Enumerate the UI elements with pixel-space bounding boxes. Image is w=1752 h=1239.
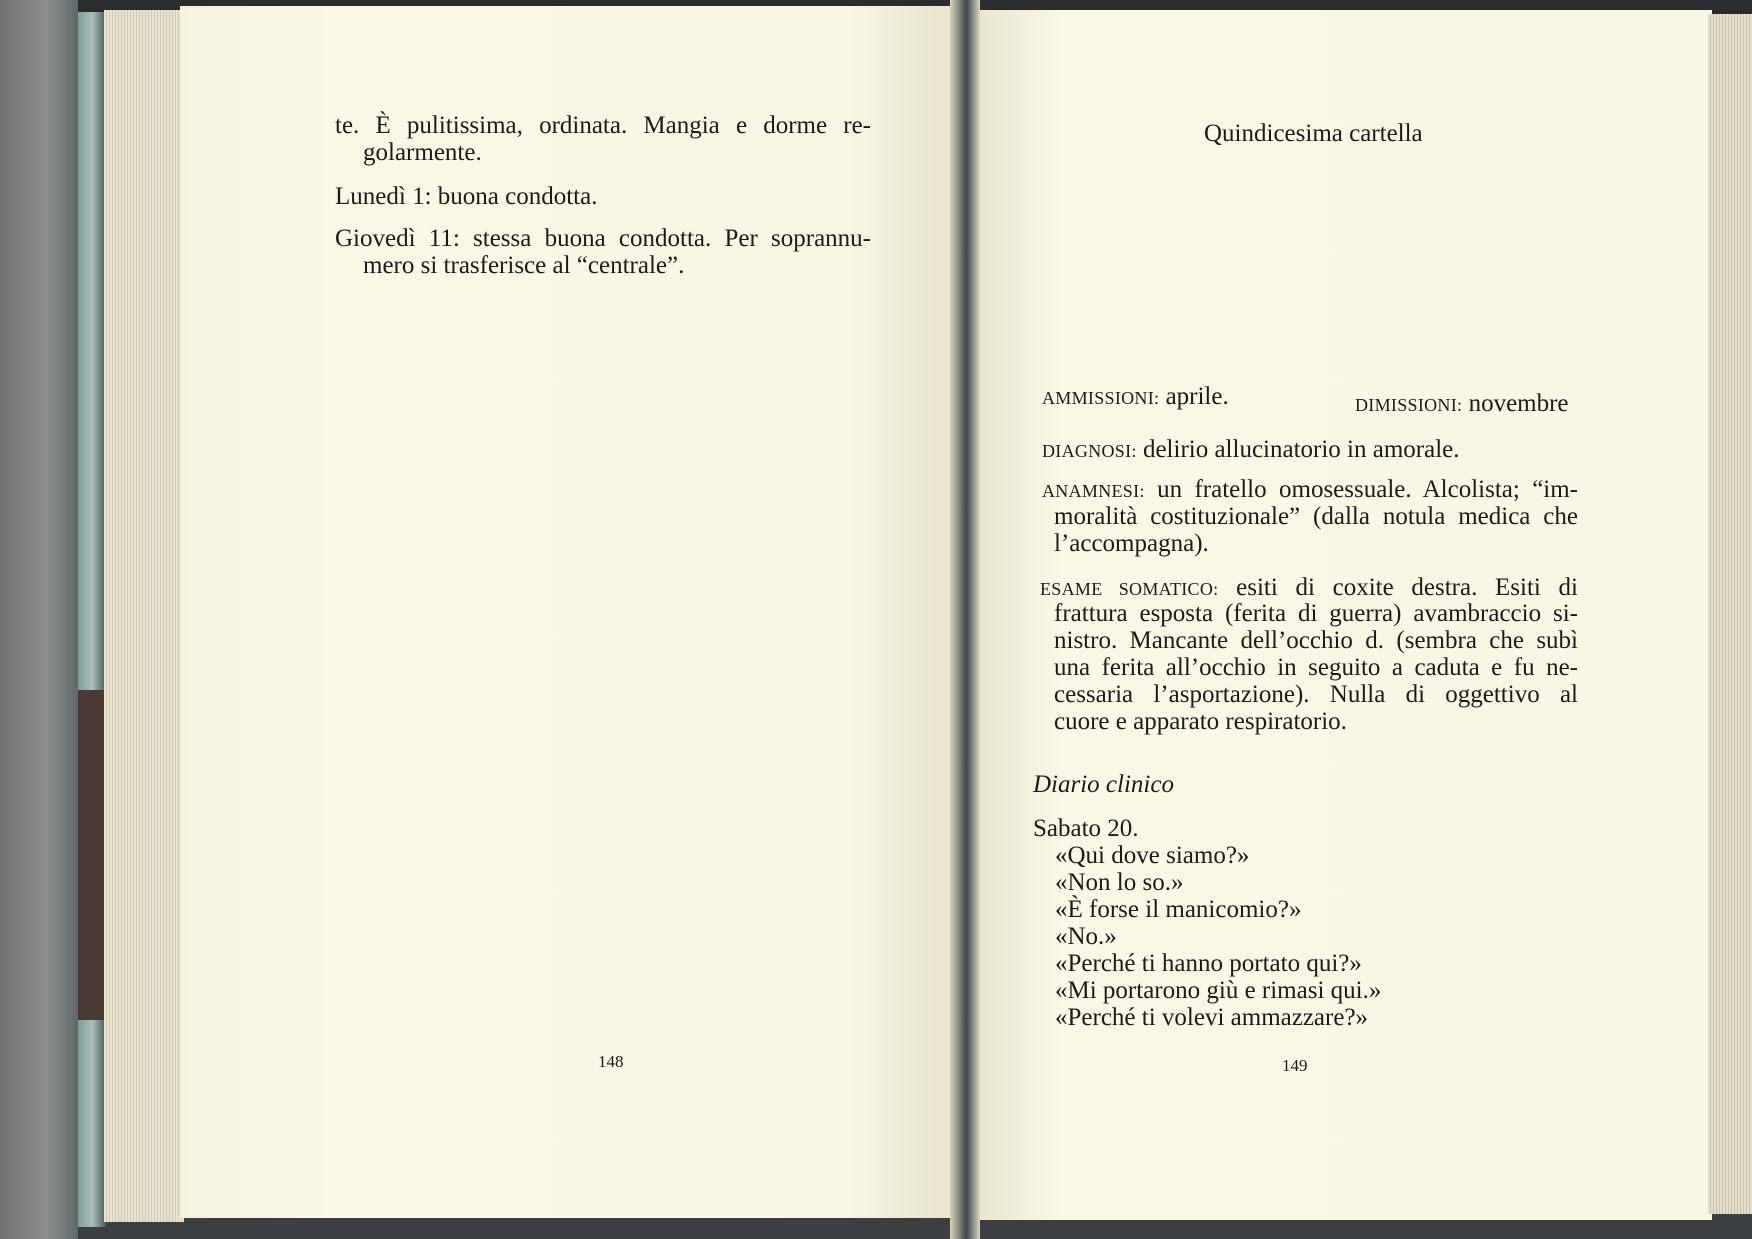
- left-text-line: Lunedì 1: buona condotta.: [335, 183, 598, 210]
- dialogue-line: «Qui dove siamo?»: [1055, 842, 1250, 869]
- left-text-line: te. È pulitissima, ordinata. Mangia e dorme re-: [335, 112, 871, 139]
- dialogue-line: «Perché ti volevi ammazzare?»: [1055, 1004, 1369, 1031]
- esame-line: frattura esposta (ferita di guerra) avambraccio si-: [1054, 600, 1578, 627]
- diagnosi-value: delirio allucinatorio in amorale.: [1142, 436, 1460, 463]
- esame-line: cuore e apparato respiratorio.: [1054, 708, 1347, 735]
- anamnesi-line: ANAMNESI: un fratello omosessuale. Alcolista; “im-: [1042, 476, 1579, 503]
- esame-line: cessaria l’asportazione). Nulla di oggettivo al: [1054, 681, 1578, 708]
- dialogue-line: «Perché ti hanno portato qui?»: [1055, 950, 1362, 977]
- anamnesi-label: ANAMNESI:: [1042, 481, 1145, 501]
- page-edges-left: [104, 10, 184, 1222]
- anamnesi-line: moralità costituzionale” (dalla notula medica che: [1054, 503, 1578, 530]
- dimissioni-field: [1355, 390, 1569, 419]
- esame-line: una ferita all’occhio in seguito a caduta e fu ne-: [1054, 654, 1578, 681]
- book-gutter: [950, 0, 980, 1239]
- left-text-line: Giovedì 11: stessa buona condotta. Per soprannu-: [335, 225, 871, 252]
- ammissioni-field: [1042, 383, 1229, 412]
- esame-line: nistro. Mancante dell’occhio d. (sembra che subì: [1054, 627, 1578, 654]
- ammissioni-label: AMMISSIONI:: [1042, 388, 1160, 408]
- dimissioni-value: novembre: [1468, 390, 1569, 417]
- ammissioni-value: aprile.: [1165, 383, 1229, 410]
- chapter-heading: Quindicesima cartella: [1204, 120, 1423, 147]
- left-text-line: mero si trasferisce al “centrale”.: [363, 252, 685, 279]
- esame-line: ESAME SOMATICO: esiti di coxite destra. Esiti di: [1040, 574, 1579, 601]
- scan-background-left: [0, 0, 78, 1239]
- diagnosi-field: [1042, 436, 1460, 465]
- esame-label: ESAME SOMATICO:: [1040, 579, 1219, 599]
- dialogue-line: «È forse il manicomio?»: [1055, 896, 1302, 923]
- page-number-right: 149: [1282, 1056, 1308, 1075]
- page-edges-right: [1708, 14, 1752, 1214]
- diary-date: Sabato 20.: [1033, 815, 1139, 842]
- page-number-left: 148: [598, 1052, 624, 1071]
- anamnesi-line: l’accompagna).: [1054, 530, 1209, 557]
- diary-title: Diario clinico: [1033, 771, 1174, 798]
- book-spine-lower: [78, 690, 106, 1020]
- left-text-line: golarmente.: [363, 139, 482, 166]
- dimissioni-label: DIMISSIONI:: [1355, 395, 1463, 415]
- dialogue-line: «No.»: [1055, 923, 1117, 950]
- dialogue-line: «Mi portarono giù e rimasi qui.»: [1055, 977, 1382, 1004]
- dialogue-line: «Non lo so.»: [1055, 869, 1184, 896]
- book-spine: [78, 12, 106, 1227]
- diagnosi-label: DIAGNOSI:: [1042, 441, 1137, 461]
